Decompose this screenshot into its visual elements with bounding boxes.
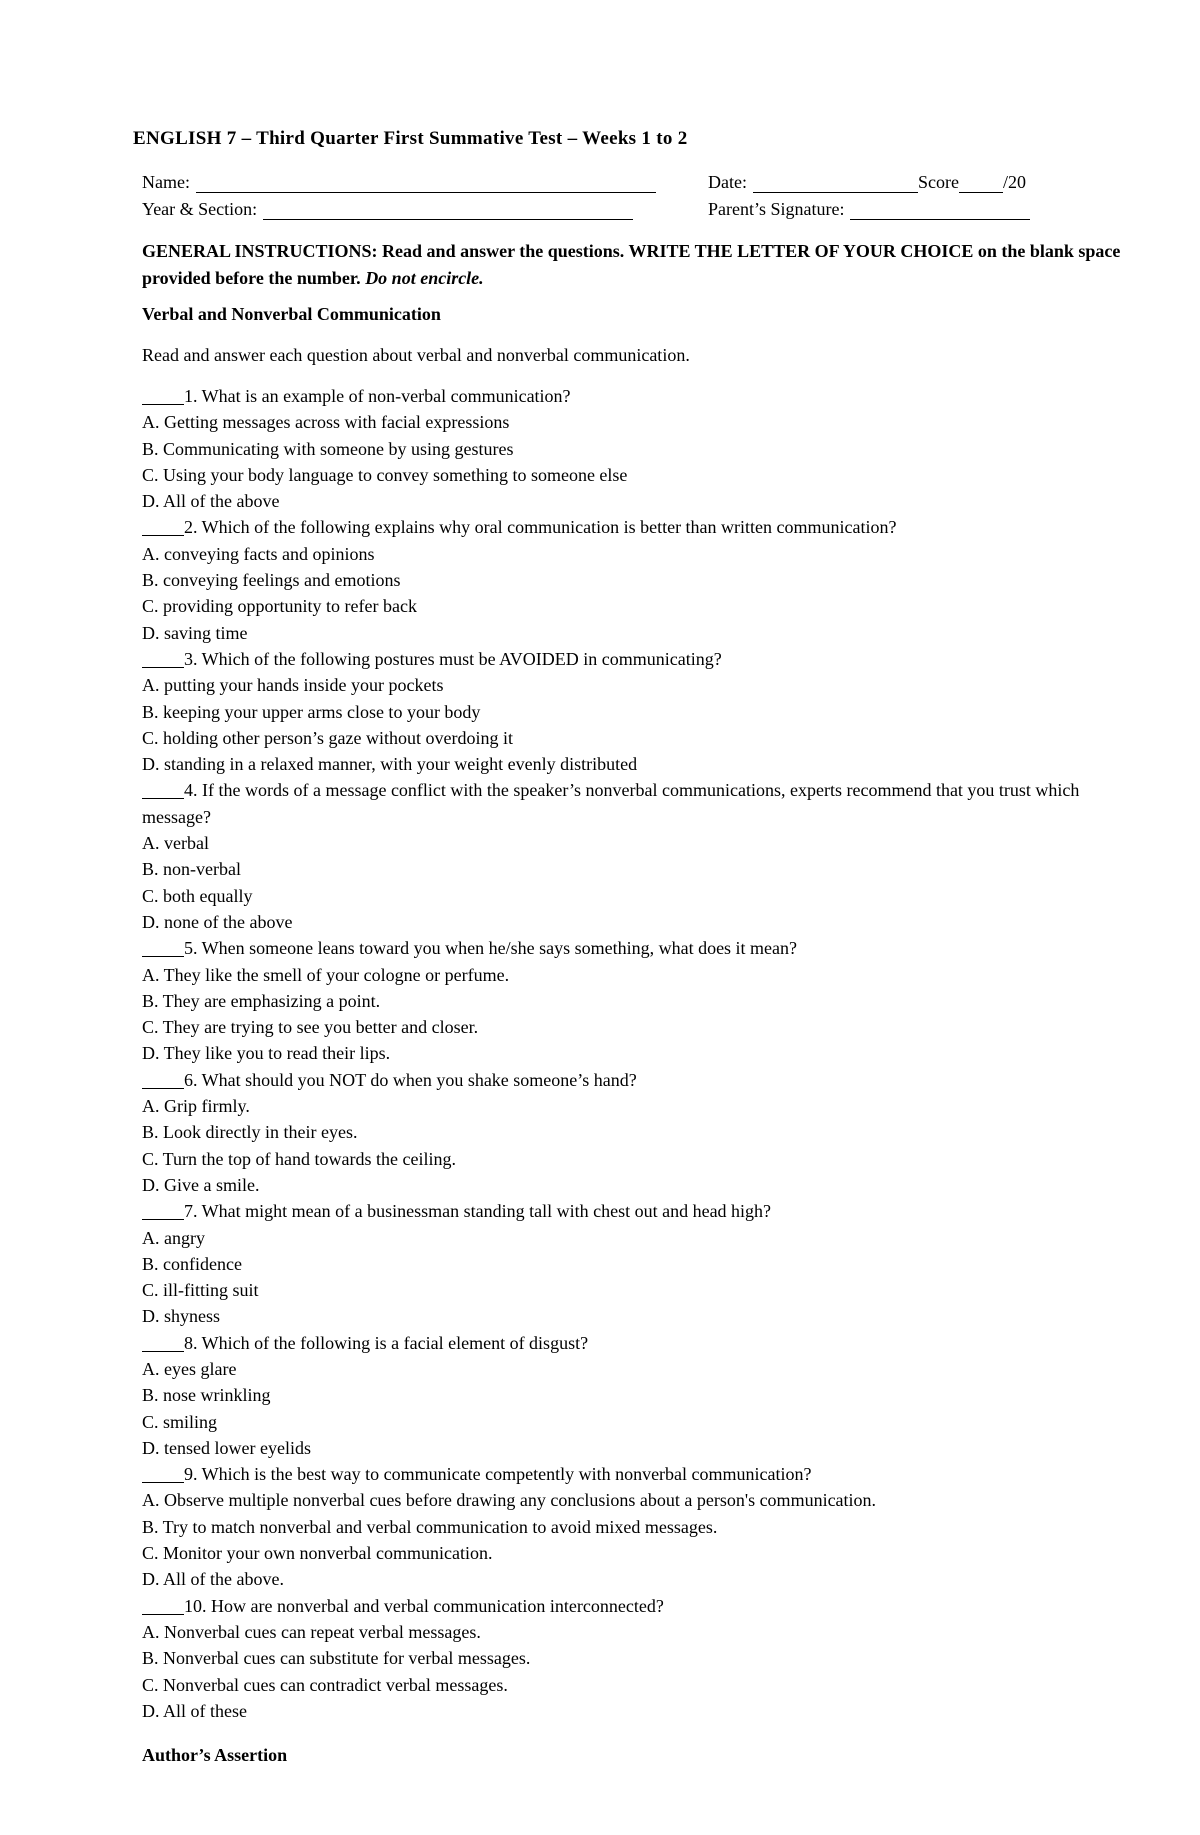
question-text: 8. Which of the following is a facial element of disgust? [184, 1332, 589, 1353]
question-text: 3. Which of the following postures must be AVOIDED in communicating? [184, 648, 722, 669]
answer-option: A. angry [142, 1227, 205, 1248]
question-line [142, 1330, 1127, 1356]
answer-option: C. holding other person’s gaze without overdoing it [142, 727, 513, 748]
name-label: Name: [142, 172, 190, 192]
answer-option: C. ill-fitting suit [142, 1280, 259, 1301]
answer-option: A. eyes glare [142, 1358, 237, 1379]
answer-option: C. Nonverbal cues can contradict verbal messages. [142, 1674, 508, 1695]
question-line [142, 1593, 1127, 1619]
signature-label: Parent’s Signature: [708, 199, 845, 219]
section-label: Year & Section: [142, 199, 258, 219]
question-item [142, 646, 1127, 777]
answer-option: B. nose wrinkling [142, 1385, 271, 1406]
question-item [142, 1461, 1127, 1592]
answer-option: A. They like the smell of your cologne or perfume. [142, 964, 510, 985]
score-label: Score [917, 172, 959, 192]
answer-blank[interactable] [142, 1201, 184, 1220]
question-text: 1. What is an example of non-verbal communication? [184, 386, 571, 406]
question-item [142, 383, 1127, 514]
score-total: /20 [1002, 172, 1026, 192]
answer-option: D. All of the above [142, 491, 280, 512]
answer-option: D. They like you to read their lips. [142, 1043, 391, 1064]
question-line [142, 514, 1127, 540]
question-line [142, 935, 1127, 961]
answer-blank[interactable] [142, 386, 184, 405]
general-instructions [142, 238, 1122, 292]
answer-option: A. verbal [142, 833, 209, 854]
question-line [142, 1461, 1127, 1487]
section-intro: Read and answer each question about verbal and nonverbal communication. [142, 345, 690, 365]
answer-option: C. both equally [142, 885, 253, 906]
answer-option: B. confidence [142, 1253, 242, 1274]
question-text: 5. When someone leans toward you when he/she says something, what does it mean? [184, 938, 798, 959]
answer-option: D. tensed lower eyelids [142, 1437, 311, 1458]
question-item [142, 1198, 1127, 1329]
name-blank[interactable] [196, 174, 656, 193]
answer-option: C. Using your body language to convey something to someone else [142, 464, 628, 485]
answer-option: B. Look directly in their eyes. [142, 1122, 358, 1143]
date-blank[interactable] [753, 174, 918, 193]
answer-option: B. Communicating with someone by using gestures [142, 438, 514, 459]
section-blank[interactable] [263, 201, 633, 220]
answer-option: D. none of the above [142, 911, 293, 932]
section-field[interactable] [142, 199, 633, 220]
name-field[interactable] [142, 172, 656, 193]
score-blank[interactable] [959, 174, 1003, 193]
answer-option: A. conveying facts and opinions [142, 543, 375, 564]
answer-blank[interactable] [142, 649, 184, 668]
answer-option: D. shyness [142, 1306, 221, 1327]
question-item [142, 1330, 1127, 1461]
document-title: ENGLISH 7 – Third Quarter First Summative Test – Weeks 1 to 2 [133, 128, 688, 149]
instructions-emphasis: Do not encircle. [365, 268, 484, 288]
question-text: 2. Which of the following explains why oral communication is better than written communication? [184, 517, 897, 538]
answer-option: D. All of these [142, 1700, 247, 1721]
answer-option: C. Monitor your own nonverbal communication. [142, 1543, 493, 1564]
answer-option: B. Nonverbal cues can substitute for verbal messages. [142, 1648, 531, 1669]
instructions-text: GENERAL INSTRUCTIONS: Read and answer the questions. WRITE THE LETTER OF YOUR CHOICE on the blank space provided before the number. [142, 241, 1121, 288]
answer-option: C. Turn the top of hand towards the ceiling. [142, 1148, 456, 1169]
answer-option: D. standing in a relaxed manner, with your weight evenly distributed [142, 754, 638, 775]
answer-blank[interactable] [142, 1596, 184, 1615]
answer-option: C. They are trying to see you better and closer. [142, 1017, 479, 1038]
answer-option: A. Nonverbal cues can repeat verbal messages. [142, 1621, 481, 1642]
answer-option: B. keeping your upper arms close to your body [142, 701, 481, 722]
question-item [142, 514, 1127, 645]
answer-option: D. Give a smile. [142, 1174, 260, 1195]
question-text: 7. What might mean of a businessman standing tall with chest out and head high? [184, 1201, 772, 1222]
answer-option: A. Observe multiple nonverbal cues before drawing any conclusions about a person's communication. [142, 1490, 877, 1511]
question-item [142, 935, 1127, 1066]
question-text: 6. What should you NOT do when you shake someone’s hand? [184, 1069, 637, 1090]
answer-blank[interactable] [142, 1333, 184, 1352]
answer-option: A. Grip firmly. [142, 1096, 250, 1117]
answer-option: A. putting your hands inside your pockets [142, 675, 444, 696]
answer-option: C. smiling [142, 1411, 218, 1432]
answer-blank[interactable] [142, 938, 184, 957]
answer-option: B. non-verbal [142, 859, 241, 880]
answer-option: B. Try to match nonverbal and verbal communication to avoid mixed messages. [142, 1516, 718, 1537]
question-line [142, 646, 1127, 672]
question-text: 9. Which is the best way to communicate competently with nonverbal communication? [184, 1464, 812, 1485]
signature-field[interactable] [708, 199, 1030, 220]
answer-option: B. They are emphasizing a point. [142, 990, 381, 1011]
answer-option: D. saving time [142, 622, 248, 643]
answer-option: C. providing opportunity to refer back [142, 596, 417, 617]
date-field[interactable] [708, 172, 1026, 193]
date-label: Date: [708, 172, 747, 192]
question-item [142, 1067, 1127, 1198]
question-text: 10. How are nonverbal and verbal communication interconnected? [184, 1595, 664, 1616]
answer-blank[interactable] [142, 517, 184, 536]
answer-option: A. Getting messages across with facial expressions [142, 412, 510, 433]
signature-blank[interactable] [850, 201, 1030, 220]
answer-option: D. All of the above. [142, 1569, 284, 1590]
question-item [142, 1593, 1127, 1724]
answer-blank[interactable] [142, 1464, 184, 1483]
section-heading-assertion: Author’s Assertion [142, 1745, 288, 1765]
question-line [142, 777, 1127, 830]
answer-blank[interactable] [142, 1070, 184, 1089]
question-line [142, 1067, 1127, 1093]
question-line [142, 1198, 1127, 1224]
answer-blank[interactable] [142, 780, 184, 799]
section-heading-communication: Verbal and Nonverbal Communication [142, 304, 441, 324]
question-line [142, 383, 1127, 409]
question-text: 4. If the words of a message conflict with the speaker’s nonverbal communications, experts recommend that you trust which message? [142, 780, 1080, 827]
question-list [142, 383, 1127, 1724]
answer-option: B. conveying feelings and emotions [142, 570, 401, 591]
question-item [142, 777, 1127, 935]
